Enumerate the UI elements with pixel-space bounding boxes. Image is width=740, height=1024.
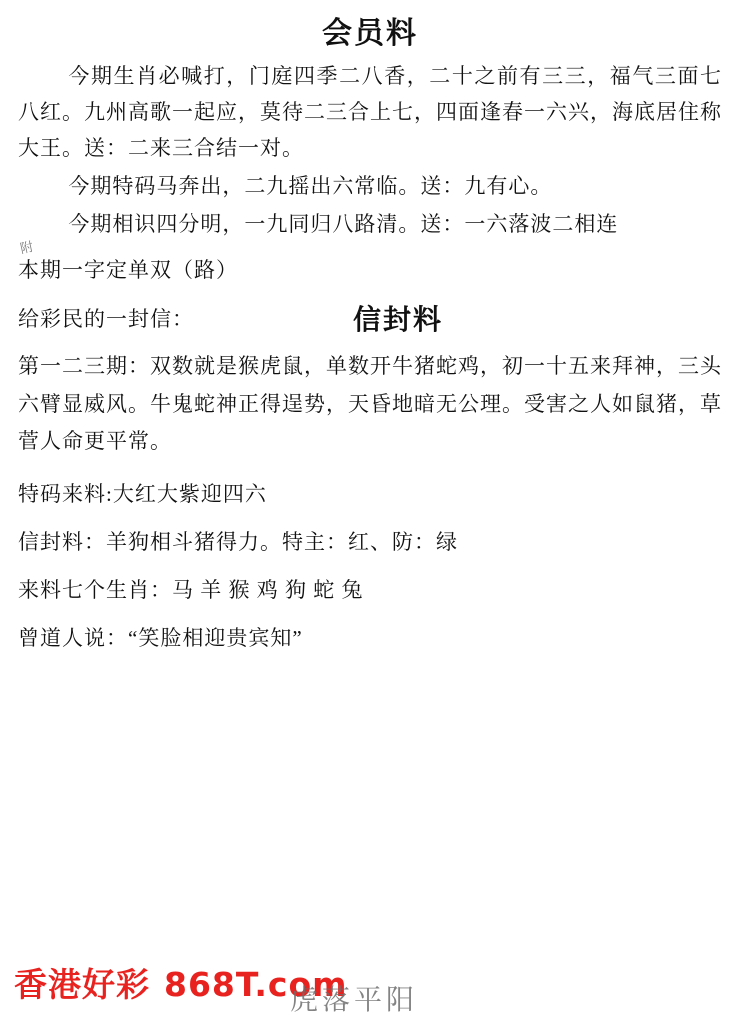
watermark-red-left: 香港好彩 <box>14 965 150 1004</box>
watermark-gray: 虎落平阳 <box>290 983 419 1016</box>
line-special-code: 特码来料:大红大紫迎四六 <box>18 482 267 507</box>
paragraph-3: 今期相识四分明，一九同归八路清。送：一六落波二相连 <box>68 212 619 237</box>
line-quote: 曾道人说：“笑脸相迎贵宾知” <box>18 626 303 651</box>
line-seven-zodiac: 来料七个生肖：马 羊 猴 鸡 狗 蛇 兔 <box>18 578 364 603</box>
stamp-mark: 附 <box>18 239 35 258</box>
paragraph-2: 今期特码马奔出，二九摇出六常临。送：九有心。 <box>68 174 553 199</box>
letter-label: 给彩民的一封信： <box>18 307 194 332</box>
watermark-area <box>0 956 740 1020</box>
page-title: 会员料 <box>322 16 418 51</box>
watermark-red-right: 868T.com <box>164 965 348 1004</box>
single-double-line: 本期一字定单双（路） <box>18 257 238 282</box>
paragraph-1: 今期生肖必喊打，门庭四季二八香，二十之前有三三，福气三面七八红。九州高歌一起应，莫待二三合上七，四面逢春一六兴，海底居住称大王。送：二来三合结一对。 <box>18 64 722 161</box>
section-title: 信封料 <box>352 303 443 337</box>
main-text: 第一二三期：双数就是猴虎鼠，单数开牛猪蛇鸡，初一十五来拜神，三头六臂显威风。牛鬼蛇神正得逞势，天昏地暗无公理。受害之人如鼠猪，草菅人命更平常。 <box>18 354 722 453</box>
line-envelope-material: 信封料：羊狗相斗猪得力。特主：红、防：绿 <box>18 530 458 555</box>
letter-header-row <box>18 298 722 338</box>
